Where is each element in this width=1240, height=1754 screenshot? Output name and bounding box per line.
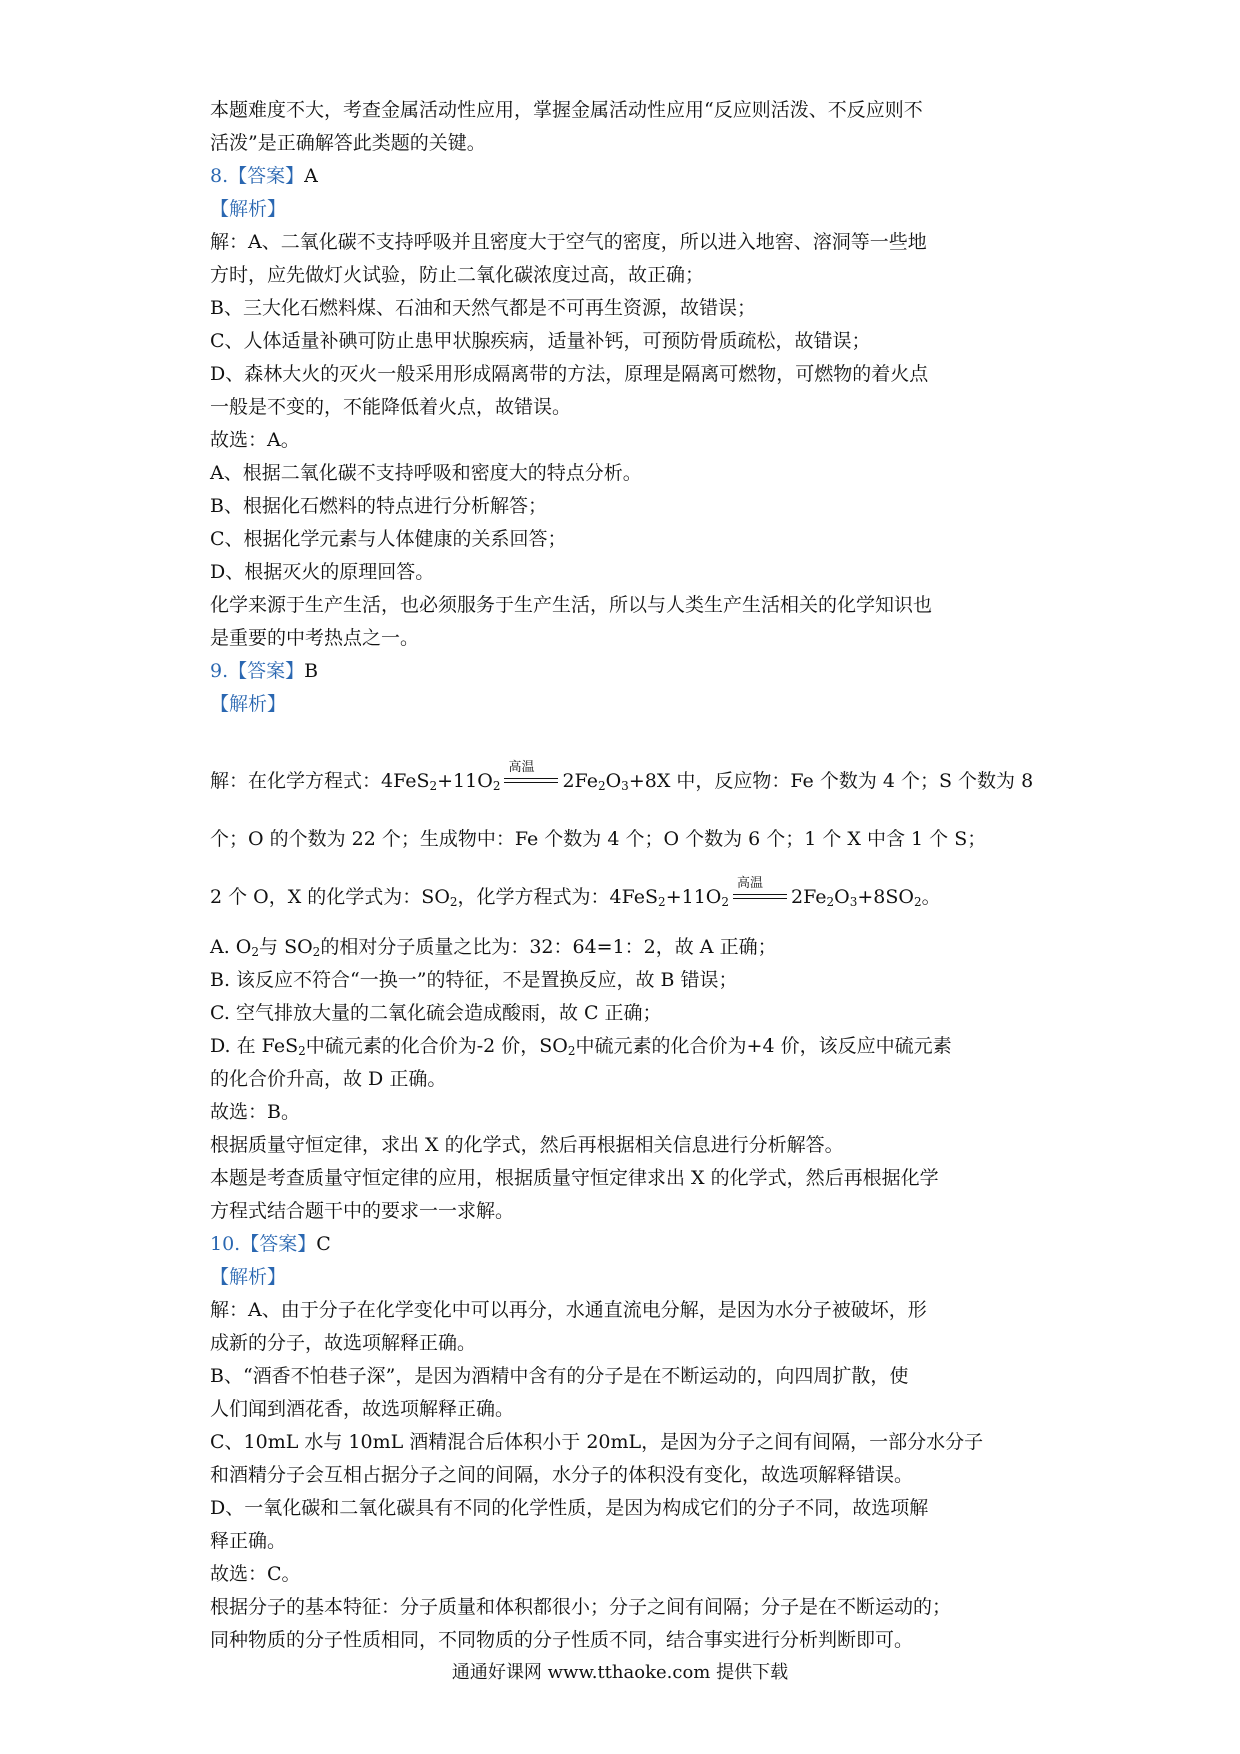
- analysis-tag: 【解析】: [210, 1266, 287, 1288]
- paragraph-line: 故选：B。: [210, 1101, 300, 1123]
- answer-heading-9: [210, 655, 1040, 688]
- paragraph-line: 本题是考查质量守恒定律的应用，根据质量守恒定律求出 X 的化学式，然后再根据化学: [210, 1167, 939, 1189]
- option-c: C. 空气排放大量的二氧化硫会造成酸雨，故 C 正确；: [210, 1002, 662, 1024]
- paragraph-line: 个；O 的个数为 22 个；生成物中：Fe 个数为 4 个；O 个数为 6 个；1 个 X 中含 1 个 S；: [210, 828, 987, 850]
- answer-tag: 【答案】: [228, 165, 305, 187]
- paragraph-line: 故选：A。: [210, 429, 300, 451]
- equation-line-2: 2 个 O，X 的化学式为：$SO_2$，化学方程式为：$4FeS_2+11O_2$ 高温 $2Fe_2O_3+8SO_2$。: [210, 876, 941, 909]
- paragraph-line: 成新的分子，故选项解释正确。: [210, 1332, 477, 1354]
- paragraph-line: 解：A、由于分子在化学变化中可以再分，水通直流电分解，是因为水分子被破坏，形: [210, 1299, 927, 1321]
- paragraph-line: 人们闻到酒花香，故选项解释正确。: [210, 1398, 515, 1420]
- answer-tag: 【答案】: [228, 660, 305, 682]
- answer-tag: 【答案】: [240, 1233, 317, 1255]
- answer-value: B: [304, 660, 319, 682]
- paragraph-line: 和酒精分子会互相占据分子之间的间隔，水分子的体积没有变化，故选项解释错误。: [210, 1464, 914, 1486]
- paragraph-line: B、“酒香不怕巷子深”，是因为酒精中含有的分子是在不断运动的，向四周扩散，使: [210, 1365, 909, 1387]
- paragraph-line: C、根据化学元素与人体健康的关系回答；: [210, 528, 567, 550]
- paragraph-line: 方时，应先做灯火试验，防止二氧化碳浓度过高，故正确；: [210, 264, 705, 286]
- paragraph-line: B、三大化石燃料煤、石油和天然气都是不可再生资源，故错误；: [210, 297, 756, 319]
- paragraph-line: B、根据化石燃料的特点进行分析解答；: [210, 495, 547, 517]
- document-body: [210, 94, 1040, 1657]
- answer-heading-8: [210, 160, 1040, 193]
- paragraph-line: D、森林大火的灭火一般采用形成隔离带的方法，原理是隔离可燃物，可燃物的着火点: [210, 363, 929, 385]
- paragraph-line: 根据质量守恒定律，求出 X 的化学式，然后再根据相关信息进行分析解答。: [210, 1134, 844, 1156]
- paragraph-line: 一般是不变的，不能降低着火点，故错误。: [210, 396, 572, 418]
- paragraph-line: 活泼”是正确解答此类题的关键。: [210, 132, 486, 154]
- equation-line-1: 解：在化学方程式：$4FeS_2+11O_2$ 高温 $2Fe_2O_3+8X$ 中，反应物：Fe 个数为 4 个；S 个数为 8: [210, 760, 1034, 793]
- question-number: 9.: [210, 660, 229, 682]
- reaction-condition: 高温: [504, 772, 558, 792]
- paragraph-line: 根据分子的基本特征：分子质量和体积都很小；分子之间有间隔；分子是在不断运动的；: [210, 1596, 952, 1618]
- option-b: B. 该反应不符合“一换一”的特征，不是置换反应，故 B 错误；: [210, 969, 738, 991]
- answer-value: A: [304, 165, 318, 187]
- option-a: A. $O_2$与 $SO_2$的相对分子质量之比为：32：64=1：2，故 A 正确；: [210, 936, 777, 959]
- paragraph-line: 是重要的中考热点之一。: [210, 627, 420, 649]
- reaction-condition: 高温: [733, 888, 787, 908]
- paragraph-line: 同种物质的分子性质相同，不同物质的分子性质不同，结合事实进行分析判断即可。: [210, 1629, 914, 1651]
- analysis-tag: 【解析】: [210, 693, 287, 715]
- option-d: D. 在 FeS$_2$中硫元素的化合价为-2 价，$SO_2$中硫元素的化合价为+4 价，该反应中硫元素: [210, 1035, 952, 1058]
- page-footer: 通通好课网 www.tthaoke.com 提供下载: [451, 1662, 789, 1683]
- paragraph-line: 故选：C。: [210, 1563, 301, 1585]
- paragraph-line: C、人体适量补碘可防止患甲状腺疾病，适量补钙，可预防骨质疏松，故错误；: [210, 330, 871, 352]
- paragraph-line: 释正确。: [210, 1530, 287, 1552]
- paragraph-line: 解：A、二氧化碳不支持呼吸并且密度大于空气的密度，所以进入地窖、溶洞等一些地: [210, 231, 927, 253]
- question-number: 10.: [210, 1233, 241, 1255]
- paragraph-line: 的化合价升高，故 D 正确。: [210, 1068, 447, 1090]
- answer-value: C: [316, 1233, 331, 1255]
- paragraph-line: D、根据灭火的原理回答。: [210, 561, 435, 583]
- paragraph-line: 化学来源于生产生活，也必须服务于生产生活，所以与人类生产生活相关的化学知识也: [210, 594, 933, 616]
- paragraph-line: A、根据二氧化碳不支持呼吸和密度大的特点分析。: [210, 462, 642, 484]
- paragraph-line: 本题难度不大，考查金属活动性应用，掌握金属活动性应用“反应则活泼、不反应则不: [210, 99, 923, 121]
- paragraph-line: C、10mL 水与 10mL 酒精混合后体积小于 20mL，是因为分子之间有间隔，一部分水分子: [210, 1431, 984, 1453]
- answer-heading-10: [210, 1228, 1040, 1261]
- paragraph-line: D、一氧化碳和二氧化碳具有不同的化学性质，是因为构成它们的分子不同，故选项解: [210, 1497, 929, 1519]
- paragraph-line: 方程式结合题干中的要求一一求解。: [210, 1200, 515, 1222]
- question-number: 8.: [210, 165, 229, 187]
- analysis-tag: 【解析】: [210, 198, 287, 220]
